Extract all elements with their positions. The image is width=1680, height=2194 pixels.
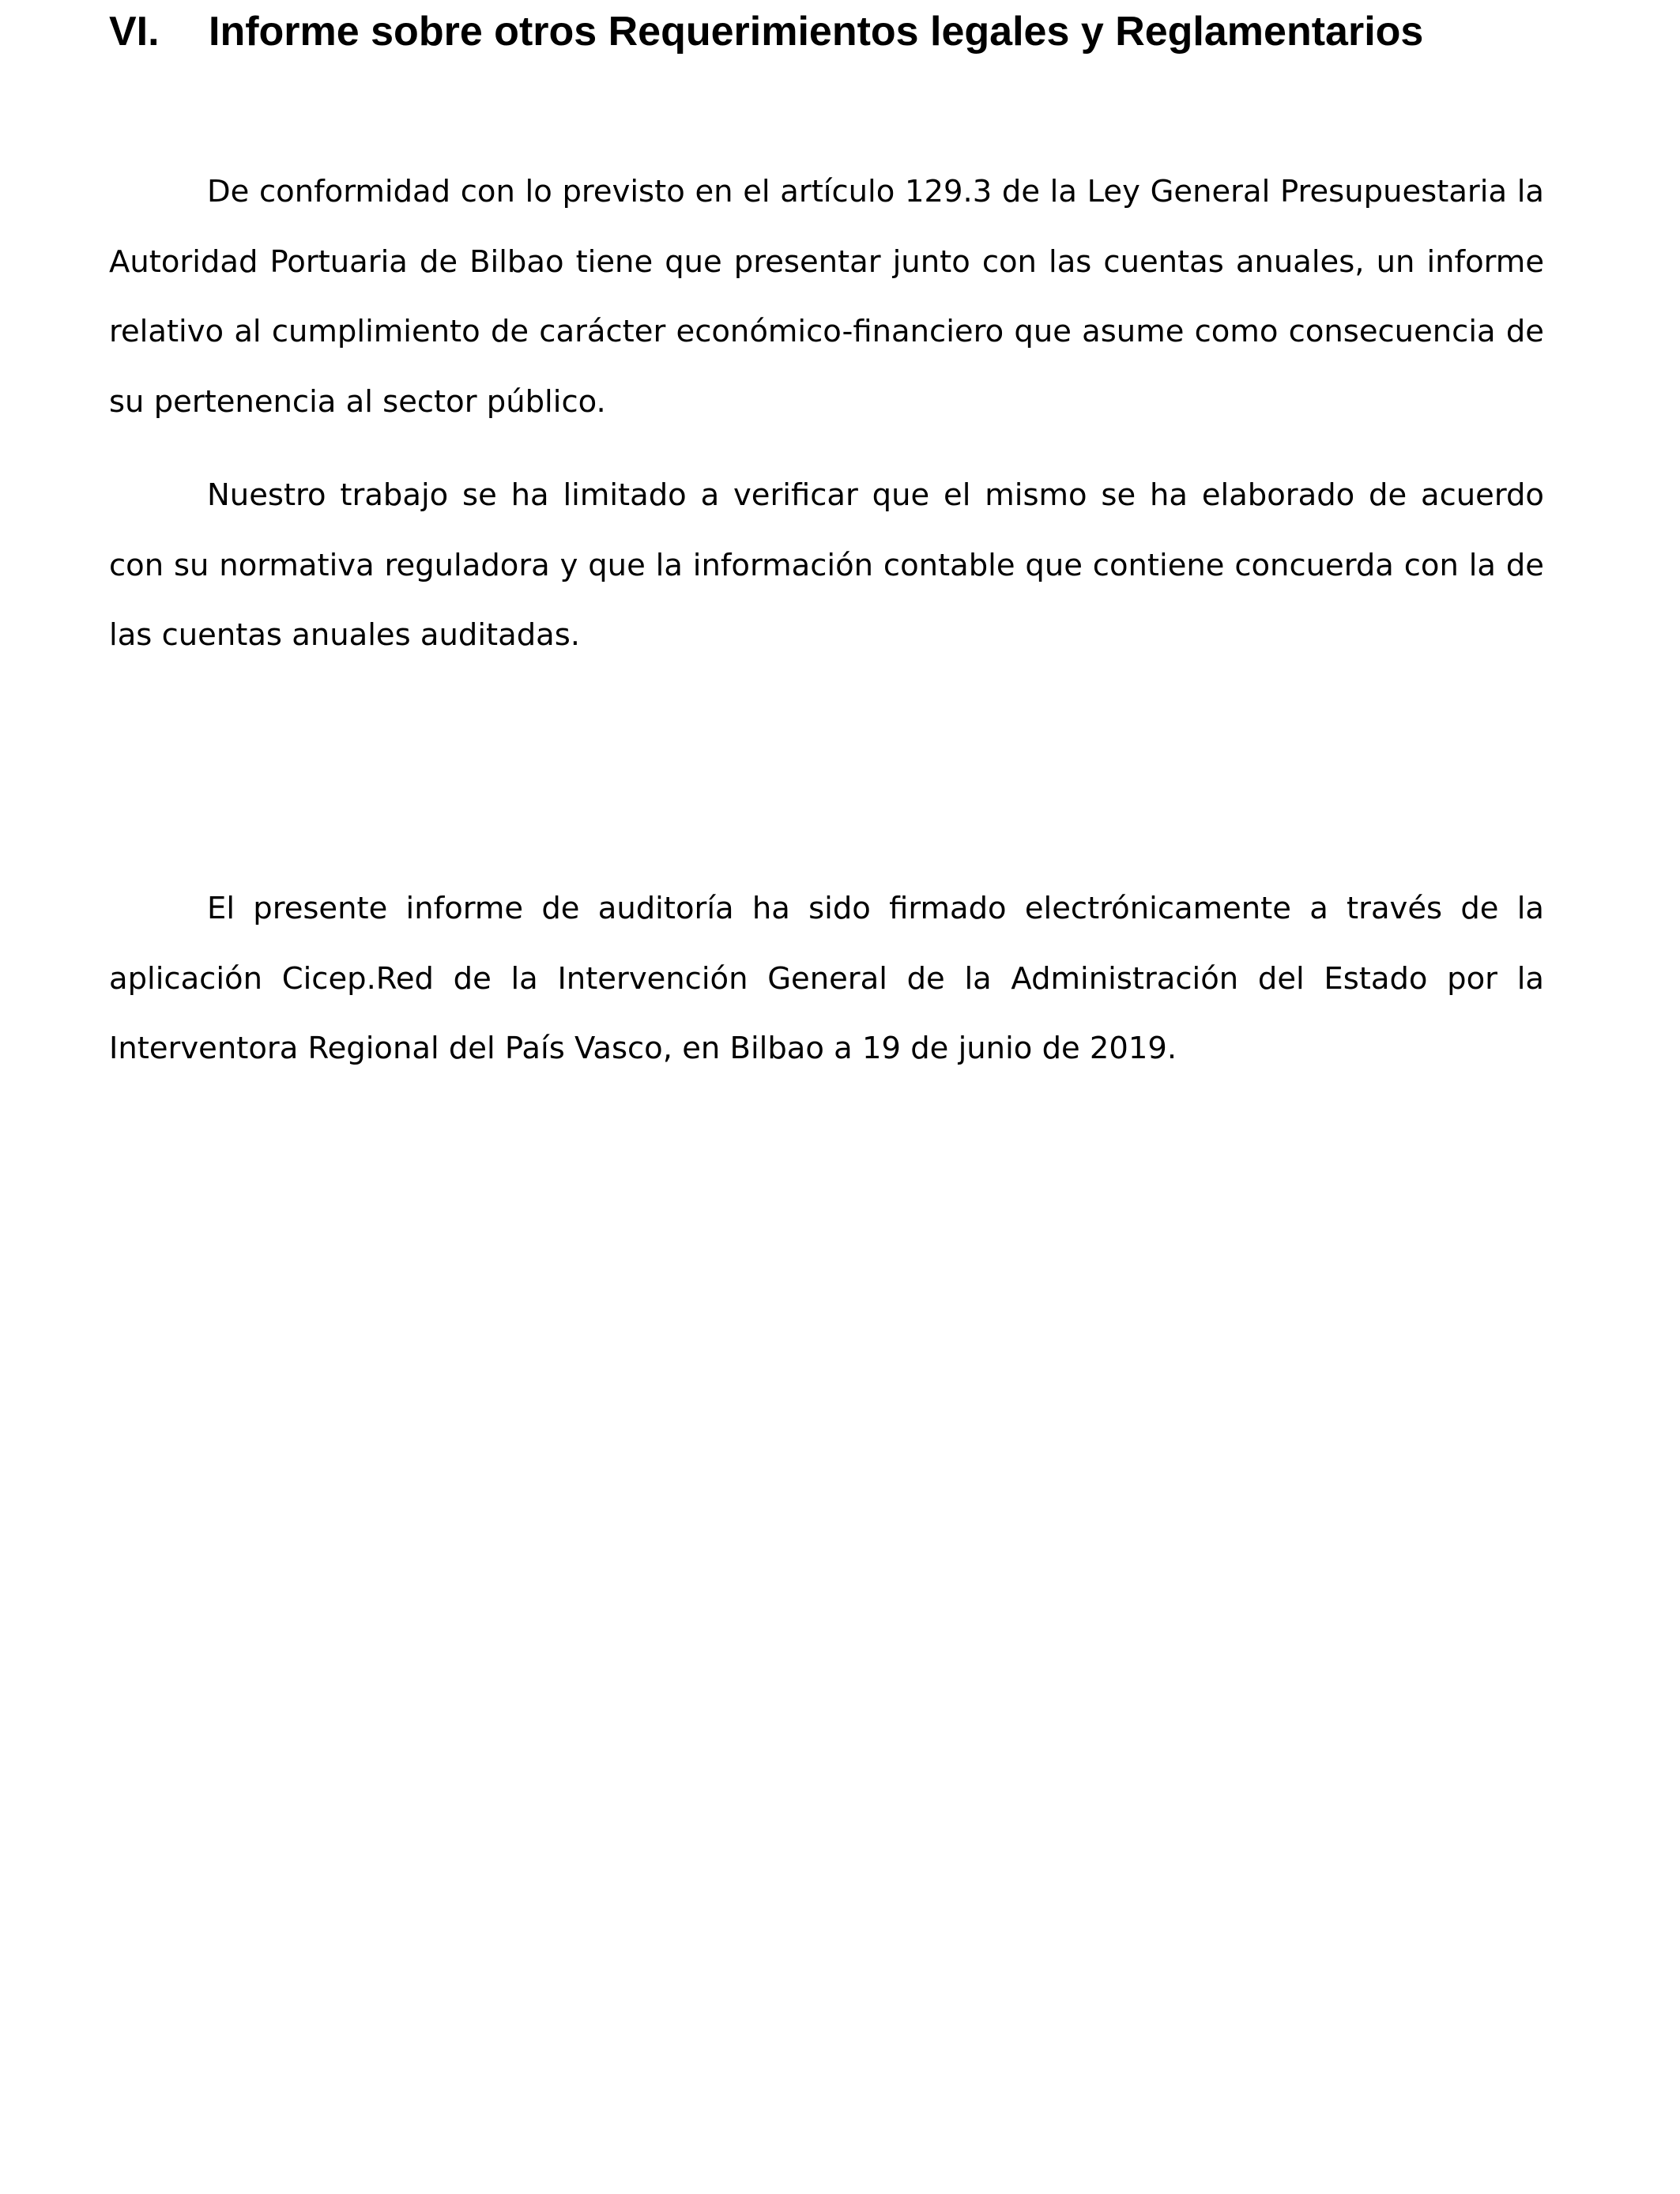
paragraph-scope-of-work: Nuestro trabajo se ha limitado a verificar que el mismo se ha elaborado de acuerdo con su normativa reguladora y que la información contable que contiene concuerda con la de las cuentas anuales auditadas.	[109, 477, 1544, 653]
section-number: VI.	[109, 9, 160, 55]
paragraph-electronic-signature: El presente informe de auditoría ha sido firmado electrónicamente a través de la aplicación Cicep.Red de la Intervención General de la Administración del Estado por la Interventora Regional del País Vasco, en Bilbao a 19 de junio de 2019.	[109, 891, 1544, 1066]
paragraph-legal-requirement: De conformidad con lo previsto en el artículo 129.3 de la Ley General Presupuestaria la Autoridad Portuaria de Bilbao tiene que presentar junto con las cuentas anuales, un informe relativo al cumplimiento de carácter económico-financiero que asume como consecuencia de su pertenencia al sector público.	[109, 174, 1544, 420]
section-heading	[109, 3, 1423, 60]
section-title: Informe sobre otros Requerimientos legales y Reglamentarios	[209, 9, 1424, 55]
